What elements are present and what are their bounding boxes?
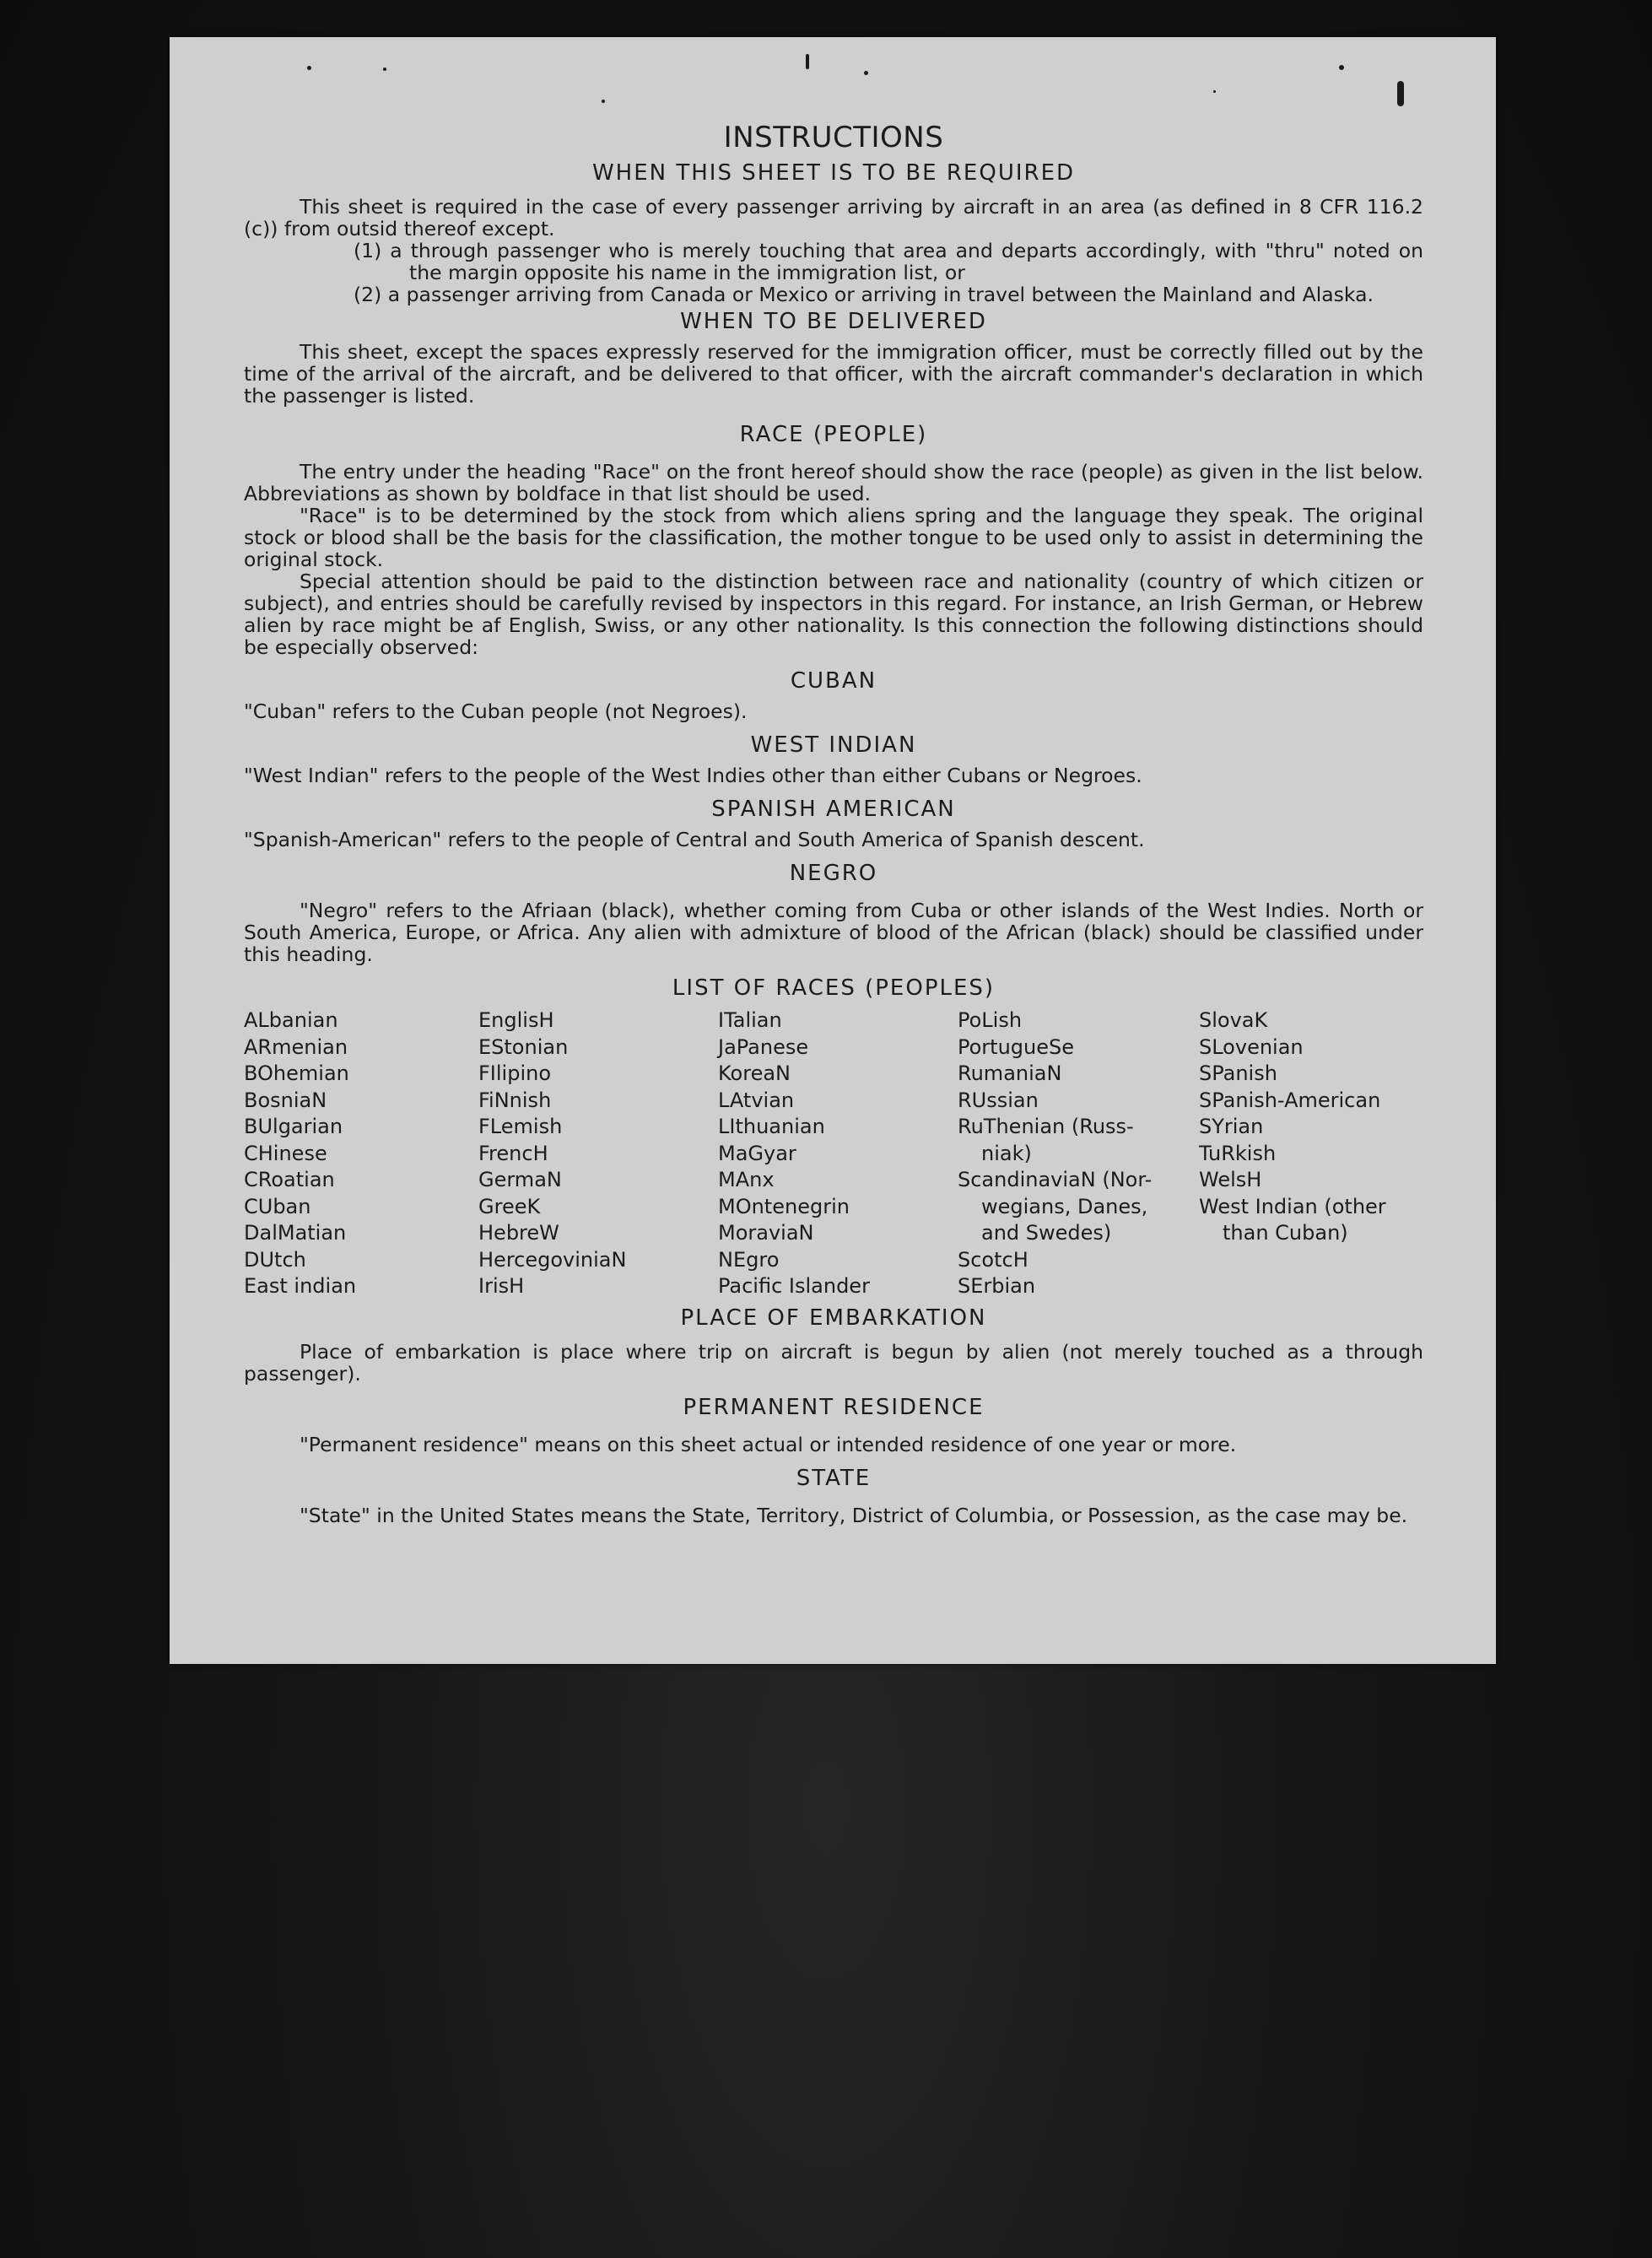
race-item: ITalian [718, 1008, 782, 1032]
race-item: CRoatian [244, 1168, 335, 1191]
section-heading-cuban: CUBAN [790, 668, 877, 694]
scan-speck [1213, 90, 1216, 93]
race-item: ARmenian [244, 1034, 348, 1059]
race-item: MoraviaN [718, 1221, 814, 1245]
races-column-3 [718, 1007, 958, 1300]
section-heading-delivered: WHEN TO BE DELIVERED [680, 309, 987, 334]
spanish-american-text: "Spanish-American" refers to the people of Central and South America of Spanish descent. [244, 828, 1145, 851]
race-item: MOntenegrin [718, 1194, 850, 1218]
race-item: ALbanian [244, 1008, 338, 1032]
race-item: West Indian (other [1199, 1194, 1386, 1218]
race-item: BosniaN [244, 1088, 327, 1112]
cuban-text: "Cuban" refers to the Cuban people (not Negroes). [244, 700, 748, 723]
race-item-continuation: niak) [981, 1141, 1032, 1165]
race-item: BUlgarian [244, 1115, 343, 1138]
race-item: East indian [244, 1274, 357, 1298]
race-item-continuation: and Swedes) [981, 1221, 1112, 1245]
race-item: RuThenian (Russ- [958, 1115, 1134, 1138]
race-item: SYrian [1199, 1115, 1264, 1138]
negro-text: "Negro" refers to the Afriaan (black), whether coming from Cuba or other islands of the West Indies. North or South America, Europe, or Africa. Any alien with admixture of blood of the African (black) should be classified under this heading. [244, 899, 1423, 966]
section-heading-spanish-american: SPANISH AMERICAN [711, 797, 956, 822]
race-paragraph-3: Special attention should be paid to the distinction between race and nationality (country of which citizen or subject), and entries should be carefully revised by inspectors in this regard. For instance, an Irish German, or Hebrew alien by race might be af English, Swiss, or any other nationality. Is this connection the following distinctions should be especially observed: [244, 570, 1423, 659]
section-heading-negro: NEGRO [789, 861, 878, 886]
scan-speck [307, 66, 311, 70]
state-text: "State" in the United States means the State, Territory, District of Columbia, or Possession, as the case may be. [300, 1503, 1408, 1527]
required-item-2: (2) a passenger arriving from Canada or Mexico or arriving in travel between the Mainland and Alaska. [354, 283, 1374, 306]
race-item: SErbian [958, 1274, 1036, 1298]
race-item: IrisH [478, 1274, 525, 1298]
section-heading-list-of-races: LIST OF RACES (PEOPLES) [672, 975, 996, 1001]
race-item: KoreaN [718, 1061, 791, 1085]
race-item: WelsH [1199, 1168, 1262, 1191]
race-item: CHinese [244, 1141, 327, 1165]
required-intro: This sheet is required in the case of every passenger arriving by aircraft in an area (as defined in 8 CFR 116.2 (c)) from outsid thereof except. [244, 195, 1423, 240]
race-item: EStonian [478, 1034, 569, 1059]
race-item: LAtvian [718, 1088, 795, 1112]
section-heading-west-indian: WEST INDIAN [750, 732, 917, 758]
section-heading-residence: PERMANENT RESIDENCE [683, 1394, 985, 1420]
race-item: JaPanese [718, 1034, 809, 1059]
document-sheet [170, 37, 1496, 1664]
race-item: SLovenian [1199, 1034, 1304, 1059]
race-item-continuation: than Cuban) [1223, 1221, 1348, 1245]
race-item: SPanish [1199, 1061, 1277, 1085]
race-item: HebreW [478, 1221, 559, 1245]
race-item: DUtch [244, 1247, 306, 1272]
race-item: SPanish-American [1199, 1088, 1381, 1112]
race-item: SlovaK [1199, 1008, 1268, 1032]
race-item: RUssian [958, 1088, 1039, 1112]
race-paragraph-1: The entry under the heading "Race" on the front hereof should show the race (people) as given in the list below. Abbreviations as shown by boldface in that list should be used. [244, 460, 1423, 505]
section-heading-embarkation: PLACE OF EMBARKATION [680, 1305, 987, 1331]
scan-speck [806, 54, 809, 69]
race-item: TuRkish [1199, 1141, 1277, 1165]
race-item: DalMatian [244, 1221, 347, 1245]
race-item-continuation: wegians, Danes, [981, 1194, 1148, 1218]
scan-speck [383, 68, 386, 71]
race-item: FIlipino [478, 1061, 552, 1085]
race-item: HercegoviniaN [478, 1247, 627, 1272]
race-item: GreeK [478, 1194, 541, 1218]
document-title: INSTRUCTIONS [723, 121, 944, 154]
race-item: CUban [244, 1194, 311, 1218]
race-item: FrencH [478, 1141, 548, 1165]
section-heading-race: RACE (PEOPLE) [739, 422, 928, 447]
section-heading-state: STATE [796, 1465, 872, 1491]
race-item: PortugueSe [958, 1034, 1074, 1059]
race-item: EnglisH [478, 1008, 554, 1032]
races-column-1 [244, 1007, 478, 1300]
race-paragraph-2: "Race" is to be determined by the stock from which aliens spring and the language they speak. The original stock or blood shall be the basis for the classification, the mother tongue to be used only to assist in determining the original stock. [244, 504, 1423, 571]
delivered-text: This sheet, except the spaces expressly reserved for the immigration officer, must be correctly filled out by the time of the arrival of the aircraft, and be delivered to that officer, with the aircraft commander's declaration in which the passenger is listed. [244, 340, 1423, 408]
race-item: MaGyar [718, 1141, 796, 1165]
races-list [244, 1007, 1423, 1300]
race-item: MAnx [718, 1168, 775, 1191]
required-item-1: (1) a through passenger who is merely touching that area and departs accordingly, with "thru" noted on the margin opposite his name in the immigration list, or [354, 239, 1423, 284]
race-item: LIthuanian [718, 1115, 825, 1138]
race-item: FiNnish [478, 1088, 552, 1112]
races-column-4 [958, 1007, 1199, 1300]
section-heading-required: WHEN THIS SHEET IS TO BE REQUIRED [591, 160, 1076, 186]
scan-speck [1339, 65, 1344, 70]
race-item: Pacific Islander [718, 1274, 870, 1298]
document-body [244, 122, 1423, 1526]
race-item: FLemish [478, 1115, 563, 1138]
scan-speck [1397, 81, 1404, 106]
race-item: PoLish [958, 1008, 1023, 1032]
scan-speck [864, 71, 868, 75]
scan-speck [602, 100, 605, 103]
races-column-2 [478, 1007, 718, 1300]
race-item: ScandinaviaN (Nor- [958, 1168, 1153, 1191]
races-column-5 [1199, 1007, 1423, 1300]
residence-text: "Permanent residence" means on this sheet actual or intended residence of one year or more. [300, 1432, 1237, 1456]
embarkation-text: Place of embarkation is place where trip on aircraft is begun by alien (not merely touched as a through passenger). [244, 1339, 1423, 1386]
west-indian-text: "West Indian" refers to the people of the West Indies other than either Cubans or Negroes. [244, 764, 1142, 787]
race-item: RumaniaN [958, 1061, 1062, 1085]
race-item: GermaN [478, 1168, 562, 1191]
race-item: BOhemian [244, 1061, 349, 1085]
race-item: NEgro [718, 1247, 780, 1272]
race-item: ScotcH [958, 1247, 1028, 1272]
